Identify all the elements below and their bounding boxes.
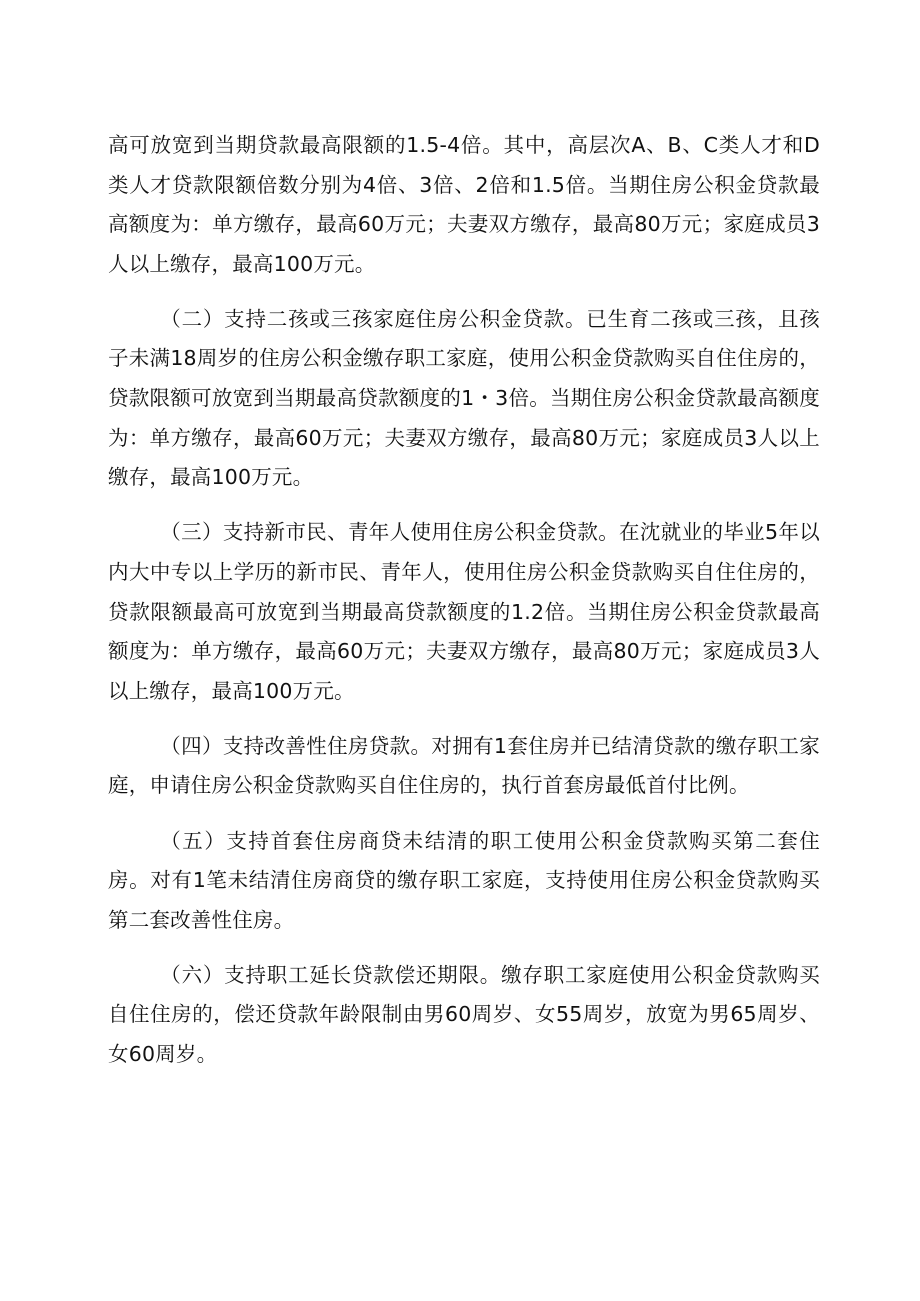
paragraph-second-child-policy: （二）支持二孩或三孩家庭住房公积金贷款。已生育二孩或三孩，且孩子未满18周岁的住房公积金缴存职工家庭，使用公积金贷款购买自住住房的，贷款限额可放宽到当期最高贷款额度的1・3倍。当期住房公积金贷款最高额度为：单方缴存，最高60万元；夫妻双方缴存，最高80万元；家庭成员3人以上缴存，最高100万元。 xyxy=(108,306,820,490)
paragraph-second-home-policy: （五）支持首套住房商贷未结清的职工使用公积金贷款购买第二套住房。对有1笔未结清住房商贷的缴存职工家庭，支持使用住房公积金贷款购买第二套改善性住房。 xyxy=(108,828,820,932)
document-body xyxy=(108,126,820,1090)
paragraph-new-citizens-policy: （三）支持新市民、青年人使用住房公积金贷款。在沈就业的毕业5年以内大中专以上学历的新市民、青年人，使用住房公积金贷款购买自住住房的，贷款限额最高可放宽到当期最高贷款额度的1.2倍。当期住房公积金贷款最高额度为：单方缴存，最高60万元；夫妻双方缴存，最高80万元；家庭成员3人以上缴存，最高100万元。 xyxy=(108,520,820,703)
paragraph-continuation: 高可放宽到当期贷款最高限额的1.5-4倍。其中，高层次A、B、C类人才和D类人才贷款限额倍数分别为4倍、3倍、2倍和1.5倍。当期住房公积金贷款最高额度为：单方缴存，最高60万元；夫妻双方缴存，最高80万元；家庭成员3人以上缴存，最高100万元。 xyxy=(108,133,820,276)
paragraph-repayment-term-policy: （六）支持职工延长贷款偿还期限。缴存职工家庭使用公积金贷款购买自住住房的，偿还贷款年龄限制由男60周岁、女55周岁，放宽为男65周岁、女60周岁。 xyxy=(108,962,820,1066)
paragraph-improvement-housing-policy: （四）支持改善性住房贷款。对拥有1套住房并已结清贷款的缴存职工家庭，申请住房公积金贷款购买自住住房的，执行首套房最低首付比例。 xyxy=(108,733,820,798)
